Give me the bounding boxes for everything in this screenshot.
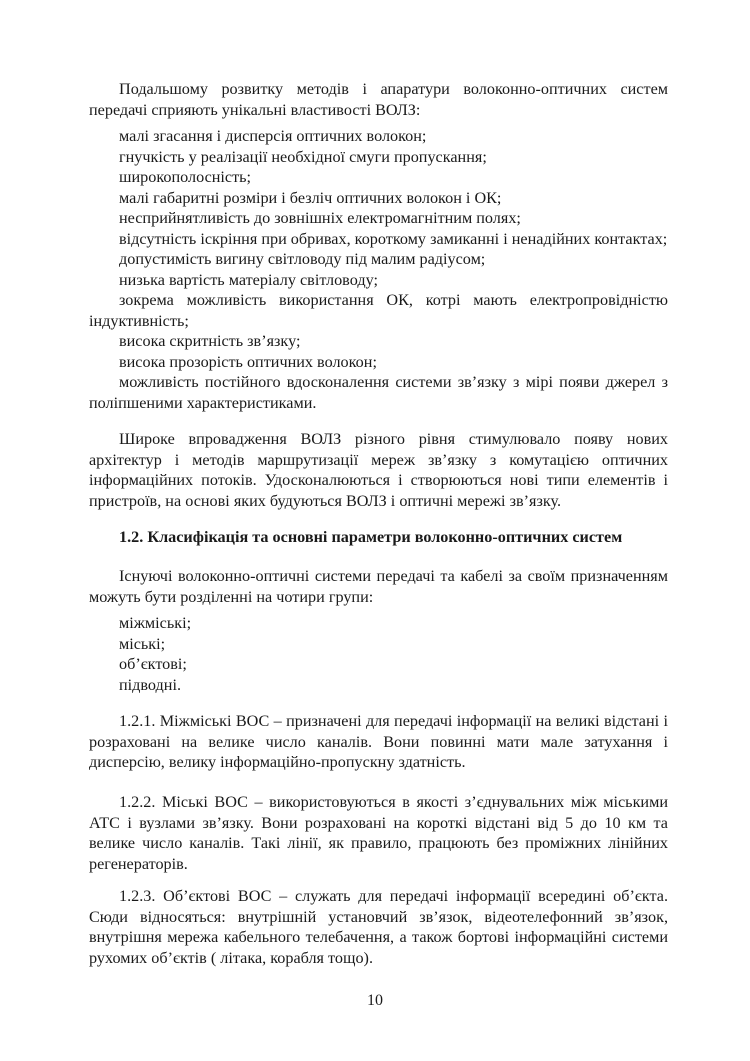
list-item: малі згасання і дисперсія оптичних волокон;	[119, 127, 427, 145]
list-item: низька вартість матеріалу світловоду;	[119, 270, 378, 289]
p122-block	[89, 792, 668, 874]
list-item: підводні.	[119, 675, 181, 694]
city-paragraph: 1.2.2. Міські ВОС – використовуються в якості з’єднувальних між міськими АТС і вузлами зв’язку. Вони розраховані на короткі відстані від 5 до 10 км та велике число каналів. Такі лінії, як правило, працюють без проміжних лінійних регенераторів.	[89, 793, 668, 873]
list-item: міські;	[119, 634, 166, 653]
page-number: 10	[367, 992, 383, 1009]
list-item: зокрема можливість використання ОК, котрі мають електропровідністю індуктивність;	[89, 291, 668, 330]
intro-paragraph: Подальшому розвитку методів і апаратури волоконно-оптичних систем передачі сприяють унікальні властивості ВОЛЗ:	[89, 80, 668, 119]
list-item: малі габаритні розміри і безліч оптичних волокон і ОК;	[119, 188, 502, 207]
classification-intro: Існуючі волоконно-оптичні системи передачі та кабелі за своїм призначенням можуть бути розділенні на чотири групи:	[89, 567, 668, 606]
section-heading: 1.2. Класифікація та основні параметри волоконно-оптичних систем	[119, 528, 623, 546]
intercity-paragraph: 1.2.1. Міжміські ВОС – призначені для передачі інформації на великі відстані і розраховані на велике число каналів. Вони повинні мати мале затухання і дисперсію, велику інформаційно-пропускну здатність.	[89, 712, 668, 771]
list-item: відсутність іскріння при обривах, короткому замиканні і ненадійних контактах;	[119, 229, 668, 248]
intro-block	[89, 79, 668, 120]
p121-block	[89, 711, 668, 773]
list-item: висока скритність зв’язку;	[119, 332, 301, 350]
groups-list	[89, 613, 668, 695]
object-paragraph: 1.2.3. Об’єктові ВОС – служать для передачі інформації всередині об’єкта. Сюди відносяться: внутрішній установчий зв’язок, відеотелефонний зв’язок, внутрішня мережа кабельного телебачення, а також бортові інформаційні системи рухомих об’єктів ( літака, корабля тощо).	[89, 887, 668, 967]
p123-block	[89, 886, 668, 968]
list-item: гнучкість у реалізації необхідної смуги пропускання;	[119, 147, 487, 166]
list-item: висока прозорість оптичних волокон;	[119, 352, 377, 371]
list-item: міжміські;	[119, 614, 192, 632]
list-item: можливість постійного вдосконалення системи зв’язку з мірі появи джерел з поліпшеними характеристиками.	[89, 373, 668, 412]
properties-list	[89, 126, 668, 413]
list-item: об’єктові;	[119, 655, 187, 673]
list-item: допустимість вигину світловоду під малим радіусом;	[119, 250, 486, 268]
classification-intro-block	[89, 566, 668, 607]
list-item: широкополосність;	[119, 168, 252, 186]
wide-use-block	[89, 429, 668, 511]
list-item: несприйнятливість до зовнішніх електромагнітним полях;	[119, 209, 521, 227]
wide-use-paragraph: Широке впровадження ВОЛЗ різного рівня стимулювало появу нових архітектур і методів маршрутизації мереж зв’язку з комутацією оптичних інформаційних потоків. Удосконалюються і створюються нові типи елементів і пристроїв, на основі яких будуються ВОЛЗ і оптичні мережі зв’язку.	[89, 430, 668, 510]
